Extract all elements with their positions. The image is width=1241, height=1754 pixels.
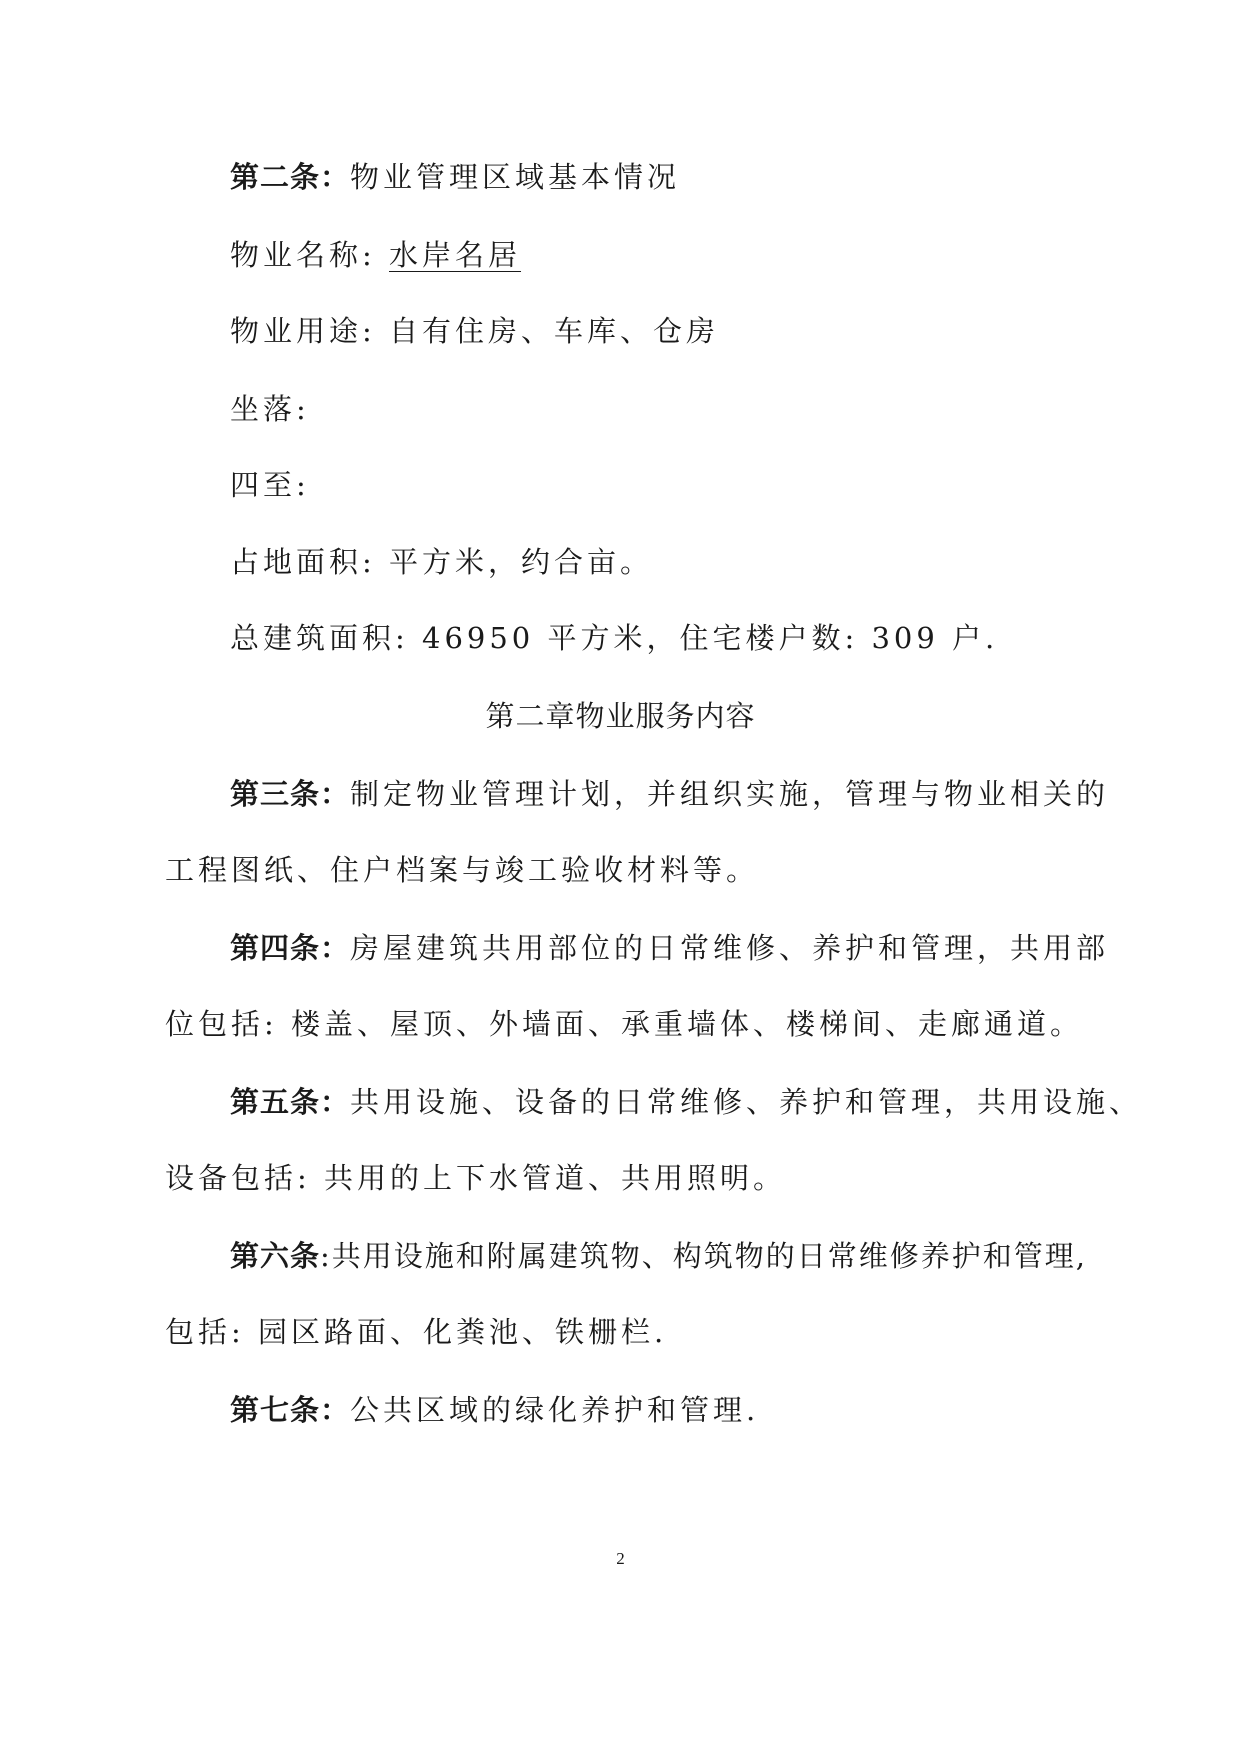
article-7-label: 第七条： xyxy=(230,1393,351,1427)
article-4-line-1 xyxy=(230,928,1109,968)
article-2-label: 第二条： xyxy=(230,160,351,194)
page-number: 2 xyxy=(616,1549,625,1568)
article-6-text-1: :共用设施和附属建筑物、构筑物的日常维修养护和管理, xyxy=(320,1239,1088,1273)
article-3-line-1 xyxy=(230,774,1109,814)
property-use-label: 物业用途: xyxy=(230,314,389,348)
article-2-line xyxy=(230,157,680,197)
article-5-line-2: 设备包括: 共用的上下水管道、共用照明。 xyxy=(165,1161,786,1195)
article-5-label: 第五条： xyxy=(230,1085,351,1119)
article-7-line-1 xyxy=(230,1390,759,1430)
property-use-line xyxy=(230,311,719,351)
article-5-text-1: 共用设施、设备的日常维修、养护和管理，共用设施、 xyxy=(350,1085,1143,1119)
boundary-line xyxy=(230,465,310,505)
building-area-line xyxy=(230,618,998,658)
property-use-value: 自有住房、车库、仓房 xyxy=(389,314,720,348)
property-name-line xyxy=(230,235,521,275)
article-4-label: 第四条： xyxy=(230,931,351,965)
article-3-text-1: 制定物业管理计划，并组织实施，管理与物业相关的 xyxy=(350,777,1110,811)
article-3-line-2: 工程图纸、住户档案与竣工验收材料等。 xyxy=(165,853,760,887)
land-area-line xyxy=(230,542,653,582)
chapter-2-title: 第二章物业服务内容 xyxy=(485,699,756,733)
article-2-text: 物业管理区域基本情况 xyxy=(350,160,681,194)
boundary-label: 四至: xyxy=(230,468,310,502)
land-area-text: 占地面积: 平方米，约合亩。 xyxy=(230,545,653,579)
article-7-text-1: 公共区域的绿化养护和管理. xyxy=(350,1393,760,1427)
article-6-label: 第六条 xyxy=(230,1239,321,1273)
article-3-label: 第三条： xyxy=(230,777,351,811)
article-4-text-1: 房屋建筑共用部位的日常维修、养护和管理，共用部 xyxy=(350,931,1110,965)
property-name-value: 水岸名居 xyxy=(389,238,522,272)
article-5-line-1 xyxy=(230,1082,1142,1122)
building-area-text: 总建筑面积: 46950 平方米，住宅楼户数: 309 户. xyxy=(230,621,999,655)
article-6-line-1 xyxy=(230,1236,1087,1276)
location-line xyxy=(230,389,310,429)
article-6-line-2: 包括: 园区路面、化粪池、铁栅栏. xyxy=(165,1315,668,1349)
location-label: 坐落: xyxy=(230,392,310,426)
article-4-line-2: 位包括: 楼盖、屋顶、外墙面、承重墙体、楼梯间、走廊通道。 xyxy=(165,1007,1083,1041)
property-name-label: 物业名称: xyxy=(230,238,389,272)
